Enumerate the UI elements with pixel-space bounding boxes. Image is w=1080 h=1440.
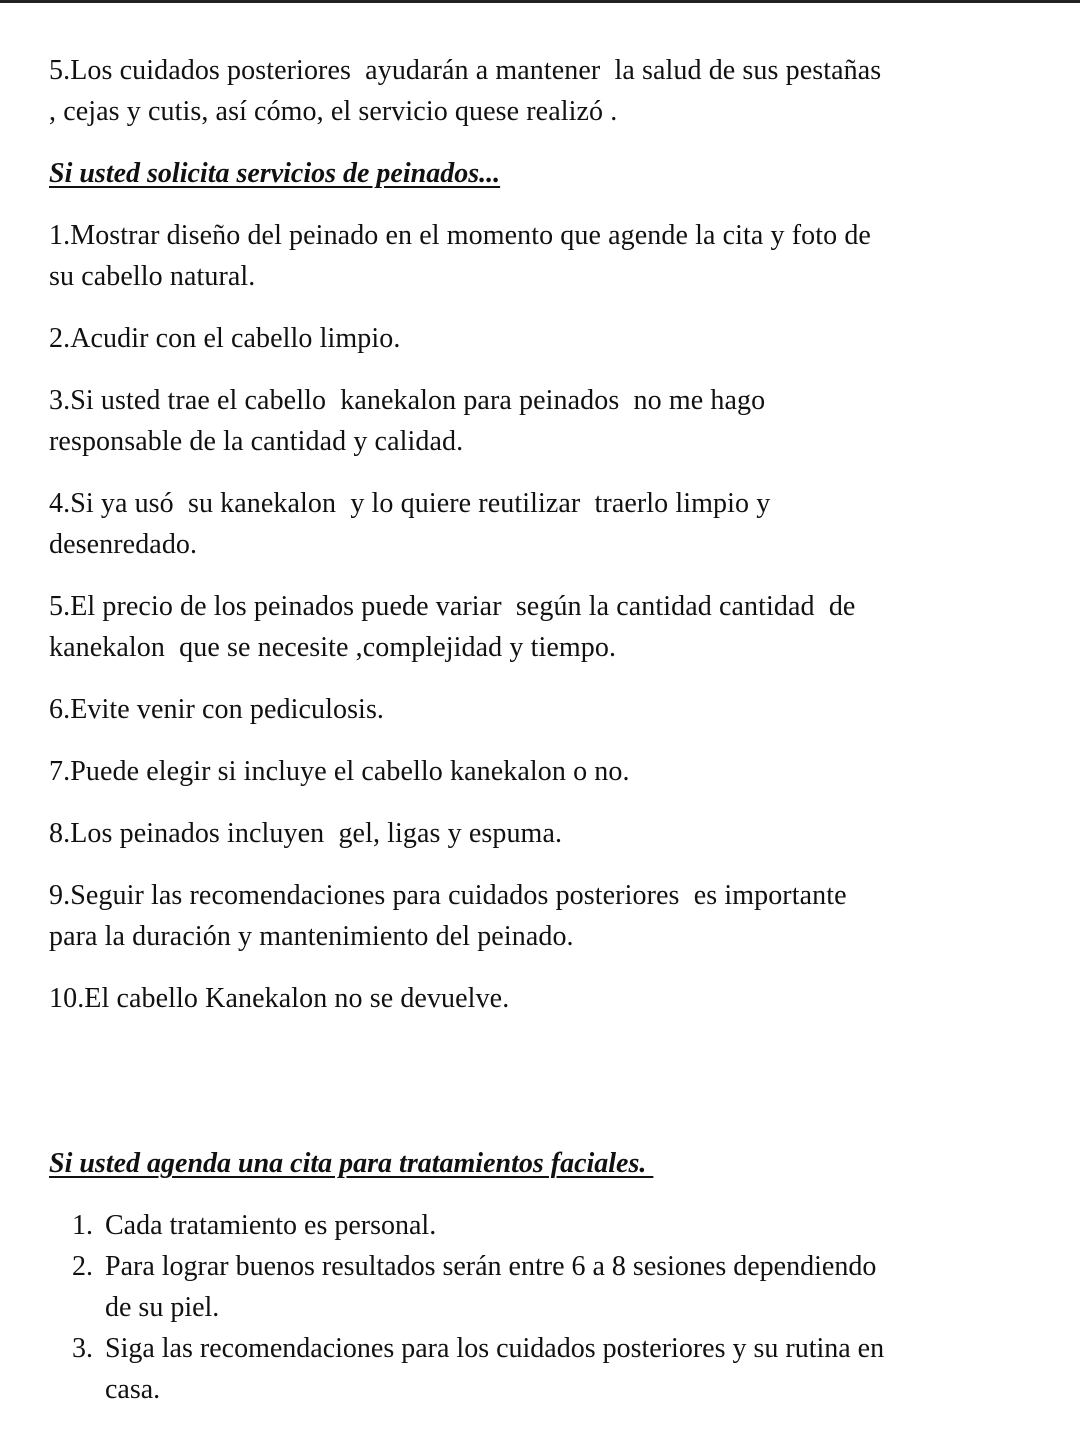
list-number: 2. (72, 1251, 93, 1282)
hair-rule: 9.Seguir las recomendaciones para cuidados posteriores es importante para la duración y mantenimiento del peinado. (49, 880, 847, 952)
hair-rule: 5.El precio de los peinados puede variar según la cantidad cantidad de kanekalon que se necesite ,complejidad y tiempo. (49, 591, 856, 663)
list-text: Siga las recomendaciones para los cuidados posteriores y su rutina en casa. (105, 1333, 885, 1405)
list-text: Para lograr buenos resultados serán entre 6 a 8 sesiones dependiendo de su piel. (105, 1251, 877, 1323)
hair-rule: 8.Los peinados incluyen gel, ligas y espuma. (49, 818, 563, 849)
hair-rule: 10.El cabello Kanekalon no se devuelve. (49, 983, 510, 1014)
hair-rule: 3.Si usted trae el cabello kanekalon para peinados no me hago responsable de la cantidad y calidad. (49, 385, 766, 457)
hair-rule: 7.Puede elegir si incluye el cabello kanekalon o no. (49, 756, 630, 787)
top-border (0, 0, 1080, 3)
hair-rule: 2.Acudir con el cabello limpio. (49, 323, 401, 354)
list-number: 1. (72, 1210, 93, 1241)
facial-rules-list (49, 1205, 1039, 1410)
hair-section-heading: Si usted solicita servicios de peinados... (49, 158, 501, 189)
list-text: Cada tratamiento es personal. (105, 1210, 437, 1241)
hair-rule: 4.Si ya usó su kanekalon y lo quiere reutilizar traerlo limpio y desenredado. (49, 488, 771, 560)
facial-section-heading: Si usted agenda una cita para tratamientos faciales. (49, 1148, 654, 1179)
hair-rules-list (49, 215, 1039, 1019)
document-page (49, 50, 1039, 1410)
facial-rule (49, 1205, 1039, 1246)
facial-rule (49, 1246, 1039, 1328)
list-number: 3. (72, 1333, 93, 1364)
hair-rule: 1.Mostrar diseño del peinado en el momento que agende la cita y foto de su cabello natural. (49, 220, 871, 292)
hair-rule: 6.Evite venir con pediculosis. (49, 694, 385, 725)
aftercare-item-5: 5.Los cuidados posteriores ayudarán a mantener la salud de sus pestañas , cejas y cutis, así cómo, el servicio quese realizó . (49, 55, 882, 127)
facial-rule (49, 1328, 1039, 1410)
